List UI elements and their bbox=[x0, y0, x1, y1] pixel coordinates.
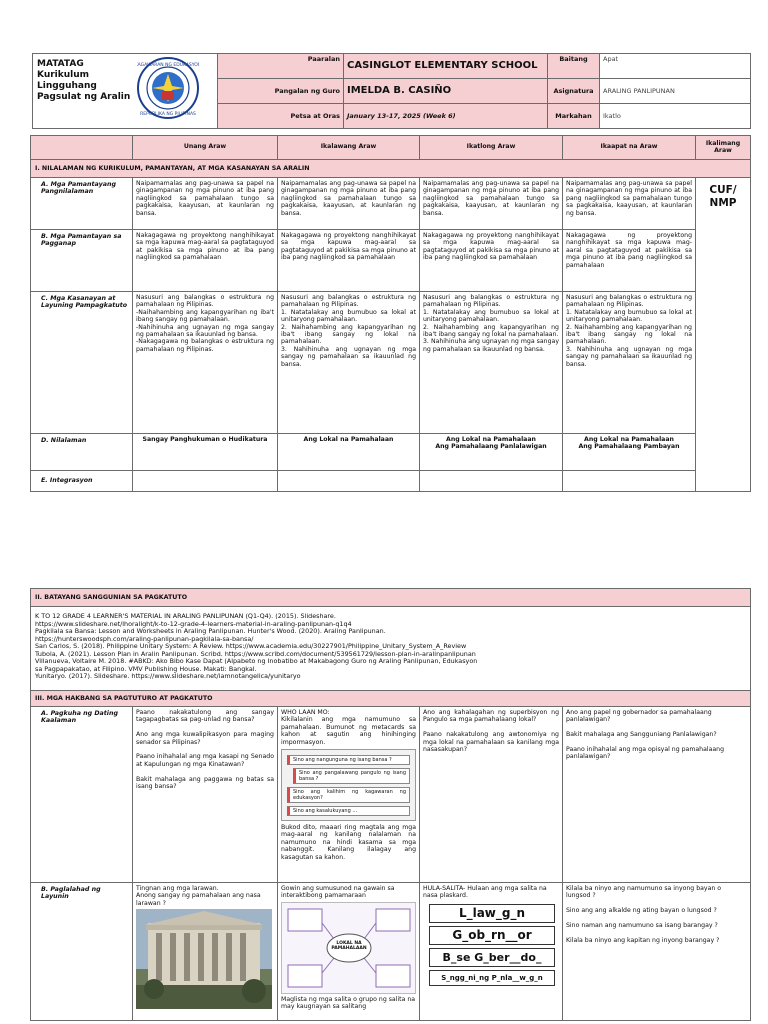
row-label-b: B. Mga Pamantayan sa Pagganap bbox=[31, 230, 133, 292]
svg-text:REPUBLIKA NG PILIPINAS: REPUBLIKA NG PILIPINAS bbox=[140, 112, 196, 117]
objectives-d2 bbox=[278, 883, 420, 1021]
flashcard: S_ngg_ni_ng P_nla__w_g_n bbox=[429, 970, 555, 986]
flashcard: G_ob_rn__or bbox=[429, 926, 555, 945]
competency-d1: Nasusuri ang balangkas o estruktura ng pamahalaan ng Pilipinas. -Naihahambing ang kapangyarihan ng iba't ibang sangay ng pamahalaan. -Nahihinuha ang ugnayan ng mga sangay ng pamahalaan sa ikauunlad ng bansa. -Nakagagawa ng balangkas o estruktura ng pamahalaan ng Pilipinas. bbox=[133, 292, 278, 434]
section1-table bbox=[30, 135, 751, 492]
hula-salita-text: HULA-SALITA- Hulaan ang mga salita na nasa plaskard. bbox=[423, 885, 547, 900]
row-label-objectives: B. Paglalahad ng Layunin bbox=[31, 883, 133, 1021]
metacard: Sino ang kasalukuyang ... bbox=[287, 806, 410, 816]
competency-d4: Nasusuri ang balangkas o estruktura ng pamahalaan ng Pilipinas. 1. Natatalakay ang bumubuo sa lokal at unitaryong pamahalaan. 2. Naihahambing ang kapangyarihan ng iba't ibang sangay ng lokal na pamahalaan. 3. Nahihinuha ang ugnayan ng mga sangay ng pamahalaan sa ikauunlad ng bansa. bbox=[563, 292, 696, 434]
metacard: Sino ang pangalawang pangulo ng isang bansa ? bbox=[293, 768, 410, 784]
header-title-cell bbox=[33, 54, 218, 129]
objectives-d3 bbox=[420, 883, 563, 1021]
grade-value: Apat bbox=[600, 54, 751, 79]
performance-standard-d2: Nakagagawa ng proyektong nanghihikayat sa mga kapuwa mag-aaral sa pagtataguyod at pakikisa sa mga pinuno at iba pang nagliingkod sa pamahalaan bbox=[278, 230, 420, 292]
metacard: Sino ang kalihim ng kagawaran ng edukasyon? bbox=[287, 787, 410, 803]
row-label-a: A. Mga Pamantayang Pangnilalaman bbox=[31, 178, 133, 230]
objectives-d2-text: Gowin ang sumusunod na gawain sa interaktibong pamamaraan bbox=[281, 885, 395, 900]
integration-d4 bbox=[563, 471, 696, 492]
objectives-d1-text: Tingnan ang mga larawan. Anong sangay ng pamahalaan ang nasa larawan ? bbox=[136, 885, 261, 907]
row-label-d: D. Nilalaman bbox=[31, 434, 133, 471]
header-table bbox=[32, 53, 751, 129]
school-value: CASINGLOT ELEMENTARY SCHOOL bbox=[344, 54, 548, 79]
content-standard-d4: Naipamamalas ang pag-unawa sa papel na ginagampanan ng mga pinuno at iba pang nagliingkod sa pamahalaan tungo sa pagkakaisa, kaayusan, at kaunlaran ng bansa. bbox=[563, 178, 696, 230]
performance-standard-d3: Nakagagawa ng proyektong nanghihikayat sa mga kapuwa mag-aaral sa pagtataguyod at pakikisa sa mga pinuno at iba pang nagliingkod sa pamahalaan bbox=[420, 230, 563, 292]
section2-title: II. BATAYANG SANGGUNIAN SA PAGKATUTO bbox=[31, 589, 751, 607]
content-d4: Ang Lokal na Pamahalaan Ang Pamahalaang Pambayan bbox=[563, 434, 696, 471]
teacher-value: IMELDA B. CASIÑO bbox=[344, 79, 548, 104]
subject-value: ARALING PANLIPUNAN bbox=[600, 79, 751, 104]
competency-d2: Nasusuri ang balangkas o estruktura ng pamahalaan ng Pilipinas. 1. Natatalakay ang bumubuo sa lokal at unitaryong pamahalaan. 2. Naihahambing ang kapangyarihan ng iba't ibang sangay ng lokal na pamahalaan. 3. Nahihinuha ang ugnayan ng mga sangay ng pamahalaan sa ikauunlad ng bansa. bbox=[278, 292, 420, 434]
flashcard: B_se G_ber__do_ bbox=[429, 948, 555, 967]
row-label-prior-knowledge: A. Pagkuha ng Dating Kaalaman bbox=[31, 707, 133, 883]
content-d1: Sangay Panghukuman o Hudikatura bbox=[133, 434, 278, 471]
date-label: Petsa at Oras bbox=[218, 104, 344, 129]
section1-title: I. NILALAMAN NG KURIKULUM, PAMANTAYAN, AT MGA KASANAYAN SA ARALIN bbox=[31, 160, 751, 178]
integration-d1 bbox=[133, 471, 278, 492]
quarter-value: Ikatlo bbox=[600, 104, 751, 129]
objectives-d2-followup: Maglista ng mga salita o grupo ng salita na may kaugnayan sa salitang bbox=[281, 995, 416, 1011]
concept-map-center-label: LOKAL NA PAMAHALAAN bbox=[331, 940, 367, 952]
prior-knowledge-d1: Paano nakakatulong ang sangay tagapagbatas sa pag-unlad ng bansa? Ano ang mga kuwalipikasyon para maging senador sa Pilipinas? Paano inihahalal ang mga kasapi ng Senado at Kapulungan ng mga Kinatawan? Bakit mahalaga ang paggawa ng batas sa isang bansa? bbox=[133, 707, 278, 883]
content-d2: Ang Lokal na Pamahalaan bbox=[278, 434, 420, 471]
concept-map bbox=[281, 902, 416, 994]
who-laan-mo-text: WHO LAAN MO: Kikilalanin ang mga namumuno sa pamahalaan. Bumunot ng metacards sa kahon at sagutin ang hinihinging impormasyon. bbox=[281, 709, 416, 746]
quarter-label: Markahan bbox=[548, 104, 600, 129]
svg-text:KAGAWARAN NG EDUKASYON: KAGAWARAN NG EDUKASYON bbox=[137, 63, 199, 68]
teacher-label: Pangalan ng Guro bbox=[218, 79, 344, 104]
curriculum-title: MATATAG Kurikulum Lingguhang Pagsulat ng Aralin bbox=[37, 59, 131, 102]
content-d3: Ang Lokal na Pamahalaan Ang Pamahalaang Panlalawigan bbox=[420, 434, 563, 471]
day-header-1: Unang Araw bbox=[133, 136, 278, 160]
section2-3-table bbox=[30, 588, 751, 1021]
prior-knowledge-d2 bbox=[278, 707, 420, 883]
flashcard: L_law_g_n bbox=[429, 904, 555, 923]
objectives-d1 bbox=[133, 883, 278, 1021]
prior-knowledge-d4: Ano ang papel ng gobernador sa pamahalaang panlalawigan? Bakit mahalaga ang Sangguniang Panlalawigan? Paano inihahalal ang mga opisyal ng pamahalaang panlalawigan? bbox=[563, 707, 751, 883]
competency-d3: Nasusuri ang balangkas o estruktura ng pamahalaan ng Pilipinas. 1. Natatalakay ang bumubuo sa lokal at unitaryong pamahalaan. 2. Naihahambing ang kapangyarihan ng iba't ibang sangay ng lokal na pamahalaan. 3. Nahihinuha ang ugnayan ng mga sangay ng pamahalaan sa ikauunlad ng bansa. bbox=[420, 292, 563, 434]
day-header-3: Ikatlong Araw bbox=[420, 136, 563, 160]
grade-label: Baitang bbox=[548, 54, 600, 79]
subject-label: Asignatura bbox=[548, 79, 600, 104]
fifth-day-note: CUF/ NMP bbox=[709, 184, 737, 209]
row-label-c: C. Mga Kasanayan at Layuning Pampagkatuto bbox=[31, 292, 133, 434]
references-block: K TO 12 GRADE 4 LEARNER'S MATERIAL IN ARALING PANLIPUNAN (Q1-Q4). (2015). Slideshare. https://www.slideshare.net/lhoralight/k-to-12-grade-4-learners-material-in-araling-panlipunan-q1q4 Pagkilala sa Bansa: Lesson and Worksheets in Araling Panlipunan. Hunter's Wood. (2020). Araling Panlipunan. https://hunterswoodsph.com/araling-panlipunan-pagkilala-sa-bansa/ San Carlos, S. (2018). Philippine Unitary System: A Review. https://www.academia.edu/30227901/Philippine_Unitary_System_A_Review Tubola, A. (2021). Lesson Plan in Aralin Panlipunan. Scribd. https://www.scribd.com/document/539561729/lesson-plan-in-aralinpanlipunan Villanueva, Voltaire M. 2018. #ABKD: Ako Bibo Kase Dapat (Alpabeto ng Inobatibo at Makabagong Guro ng Araling Panlipunan, Edukasyon sa Pagpapakatao, at Filipino. VMV Publishing House. Makati: Bangkal. Yunitaryo. (2017). Slideshare. https://www.slideshare.net/iamnotangelica/yunitaryo bbox=[31, 607, 751, 691]
day-header-5: Ikalimang Araw bbox=[696, 136, 751, 160]
content-standard-d1: Naipamamalas ang pag-unawa sa papel na ginagampanan ng mga pinuno at iba pang nagliingkod sa pamahalaan tungo sa pagkakaisa, kaayusan, at kaunlaran ng bansa. bbox=[133, 178, 278, 230]
metacard: Sino ang nangunguna ng isang bansa ? bbox=[287, 755, 410, 765]
section3-title: III. MGA HAKBANG SA PAGTUTURO AT PAGKATUTO bbox=[31, 691, 751, 707]
metacards-box bbox=[281, 749, 416, 821]
date-value: January 13-17, 2025 (Week 6) bbox=[344, 104, 548, 129]
performance-standard-d1: Nakagagawa ng proyektong nanghihikayat sa mga kapuwa mag-aaral sa pagtataguyod at pakikisa sa mga pinuno at iba pang nagliingkod sa pamahalaan bbox=[133, 230, 278, 292]
day-header-4: Ikaapat na Araw bbox=[563, 136, 696, 160]
school-label: Paaralan bbox=[218, 54, 344, 79]
supreme-court-photo bbox=[136, 909, 272, 1009]
fifth-day-cell bbox=[696, 178, 751, 492]
day-header-2: Ikalawang Araw bbox=[278, 136, 420, 160]
integration-d3 bbox=[420, 471, 563, 492]
content-standard-d3: Naipamamalas ang pag-unawa sa papel na ginagampanan ng mga pinuno at iba pang nagliingkod sa pamahalaan tungo sa pagkakaisa, kaayusan, at kaunlaran ng bansa. bbox=[420, 178, 563, 230]
row-label-e: E. Integrasyon bbox=[31, 471, 133, 492]
content-standard-d2: Naipamamalas ang pag-unawa sa papel na ginagampanan ng mga pinuno at iba pang nagliingkod sa pamahalaan tungo sa pagkakaisa, kaayusan, at kaunlaran ng bansa. bbox=[278, 178, 420, 230]
performance-standard-d4: Nakagagawa ng proyektong nanghihikayat sa mga kapuwa mag-aaral sa pagtataguyod at pakikisa sa mga pinuno at iba pang nagliingkod sa pamahalaan bbox=[563, 230, 696, 292]
integration-d2 bbox=[278, 471, 420, 492]
prior-knowledge-d3: Ano ang kahalagahan ng superbisyon ng Pangulo sa mga pamahalaang lokal? Paano nakakatulong ang awtonomiya ng mga lokal na pamahalaan sa kanilang mga nasasakupan? bbox=[420, 707, 563, 883]
objectives-d4: Kilala ba ninyo ang namumuno sa inyong bayan o lungsod ? Sino ang ang alkalde ng ating bayan o lungsod ? Sino naman ang namumuno sa isang barangay ? Kilala ba ninyo ang kapitan ng inyong barangay ? bbox=[563, 883, 751, 1021]
who-laan-mo-followup: Bukod dito, maaari ring magtala ang mga mag-aaral ng kanilang nalalaman na namumuno na hindi kasama sa mga nabanggit. Kanilang ilalagay ang kasagutan sa kahon. bbox=[281, 824, 416, 861]
deped-seal bbox=[137, 57, 199, 119]
